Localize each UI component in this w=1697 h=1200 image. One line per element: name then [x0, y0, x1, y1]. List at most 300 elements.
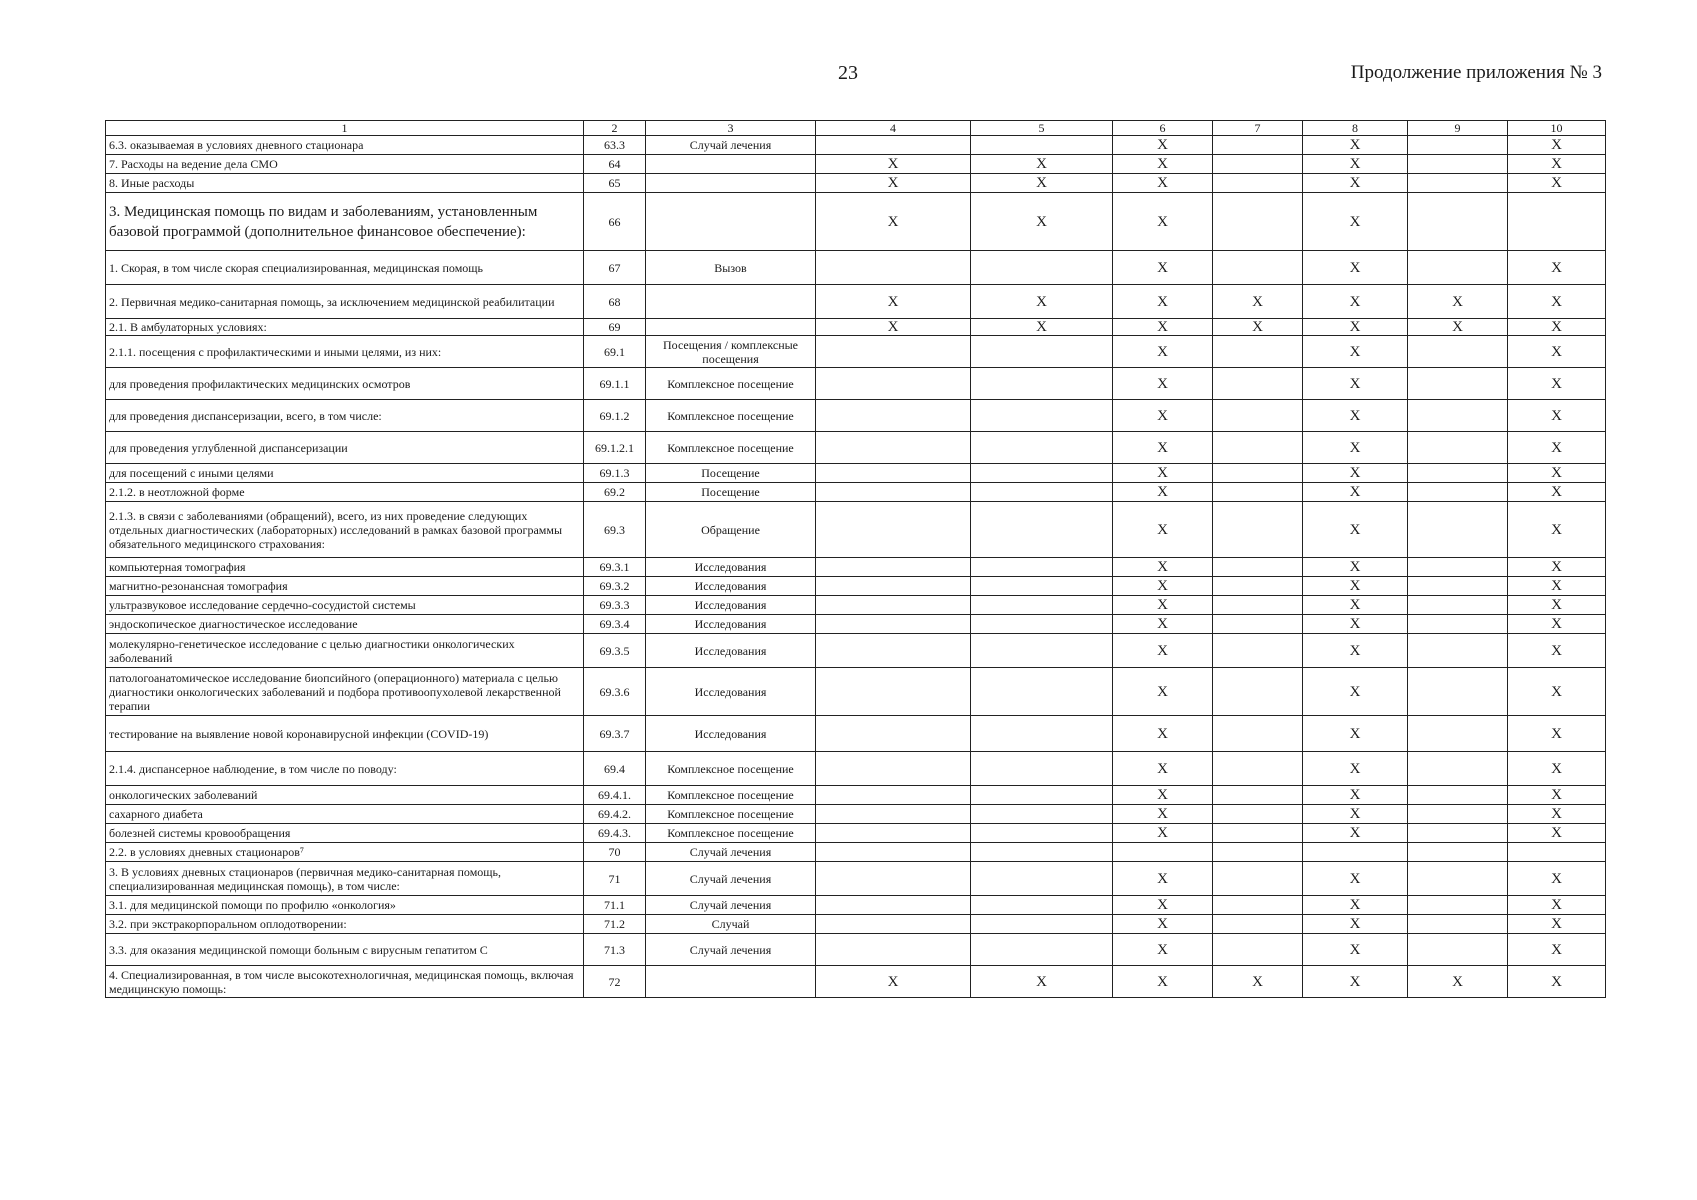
col9-cell: X [1408, 285, 1508, 319]
row-unit-cell: Случай лечения [646, 934, 816, 966]
col6-cell: X [1113, 862, 1213, 896]
col7-cell [1213, 558, 1303, 577]
row-name-cell: 7. Расходы на ведение дела СМО [106, 155, 584, 174]
col5-cell [971, 577, 1113, 596]
col8-cell: X [1303, 934, 1408, 966]
col7-cell [1213, 483, 1303, 502]
col8-cell: X [1303, 464, 1408, 483]
col7-cell [1213, 668, 1303, 716]
col5-cell [971, 251, 1113, 285]
table-row [106, 896, 1606, 915]
col8-cell: X [1303, 400, 1408, 432]
col4-cell: X [816, 193, 971, 251]
row-code-cell: 69.4 [584, 752, 646, 786]
col10-cell: X [1508, 336, 1606, 368]
row-unit-cell [646, 193, 816, 251]
col8-cell: X [1303, 174, 1408, 193]
col8-cell: X [1303, 502, 1408, 558]
col10-cell: X [1508, 615, 1606, 634]
row-name-cell: онкологических заболеваний [106, 786, 584, 805]
row-unit-cell: Случай [646, 915, 816, 934]
row-unit-cell: Исследования [646, 668, 816, 716]
col4-cell [816, 251, 971, 285]
row-unit-cell: Комплексное посещение [646, 752, 816, 786]
row-code-cell: 69.3.5 [584, 634, 646, 668]
col10-cell: X [1508, 577, 1606, 596]
col6-cell: X [1113, 400, 1213, 432]
col6-cell: X [1113, 558, 1213, 577]
col10-cell: X [1508, 752, 1606, 786]
col6-cell: X [1113, 896, 1213, 915]
col7-cell [1213, 368, 1303, 400]
row-code-cell: 69.1 [584, 336, 646, 368]
col8-cell: X [1303, 193, 1408, 251]
col8-cell: X [1303, 596, 1408, 615]
col6-cell: X [1113, 577, 1213, 596]
col10-cell [1508, 843, 1606, 862]
row-name-cell: ультразвуковое исследование сердечно-сосудистой системы [106, 596, 584, 615]
row-name-cell: эндоскопическое диагностическое исследование [106, 615, 584, 634]
row-name-cell: 2.1.4. диспансерное наблюдение, в том числе по поводу: [106, 752, 584, 786]
col7-cell [1213, 577, 1303, 596]
row-name-cell: 1. Скорая, в том числе скорая специализированная, медицинская помощь [106, 251, 584, 285]
col8-cell: X [1303, 615, 1408, 634]
row-code-cell: 66 [584, 193, 646, 251]
col8-cell: X [1303, 319, 1408, 336]
col8-cell: X [1303, 896, 1408, 915]
col4-cell [816, 483, 971, 502]
col10-cell: X [1508, 155, 1606, 174]
row-name-cell: тестирование на выявление новой коронавирусной инфекции (COVID-19) [106, 716, 584, 752]
row-code-cell: 69.1.2.1 [584, 432, 646, 464]
col10-cell: X [1508, 502, 1606, 558]
col4-cell: X [816, 174, 971, 193]
col7-cell [1213, 502, 1303, 558]
col8-cell: X [1303, 251, 1408, 285]
col5-cell [971, 862, 1113, 896]
col4-cell [816, 368, 971, 400]
col7-cell [1213, 934, 1303, 966]
row-unit-cell: Исследования [646, 558, 816, 577]
col5-cell [971, 368, 1113, 400]
col9-cell [1408, 824, 1508, 843]
col8-cell: X [1303, 577, 1408, 596]
col6-cell: X [1113, 368, 1213, 400]
col9-cell [1408, 843, 1508, 862]
col9-cell [1408, 432, 1508, 464]
col6-cell: X [1113, 786, 1213, 805]
col5-cell [971, 336, 1113, 368]
col6-cell: X [1113, 716, 1213, 752]
row-code-cell: 64 [584, 155, 646, 174]
col7-cell: X [1213, 319, 1303, 336]
col9-cell [1408, 400, 1508, 432]
row-name-cell: 2. Первичная медико-санитарная помощь, за исключением медицинской реабилитации [106, 285, 584, 319]
col5-cell [971, 634, 1113, 668]
col8-cell: X [1303, 136, 1408, 155]
col9-cell: X [1408, 319, 1508, 336]
col6-cell: X [1113, 285, 1213, 319]
row-name-cell: для проведения диспансеризации, всего, в том числе: [106, 400, 584, 432]
col4-cell [816, 336, 971, 368]
col10-cell: X [1508, 786, 1606, 805]
col7-cell: X [1213, 966, 1303, 998]
col9-cell [1408, 915, 1508, 934]
col4-cell: X [816, 966, 971, 998]
col9-cell: X [1408, 966, 1508, 998]
col6-cell: X [1113, 174, 1213, 193]
row-name-cell: патологоанатомическое исследование биопсийного (операционного) материала с целью диагностики онкологических заболеваний и подбора противоопухолевой лекарственной терапии [106, 668, 584, 716]
row-name-cell: 2.1.1. посещения с профилактическими и иными целями, из них: [106, 336, 584, 368]
table-row [106, 136, 1606, 155]
table-row [106, 432, 1606, 464]
col6-cell: X [1113, 934, 1213, 966]
col10-cell: X [1508, 483, 1606, 502]
row-code-cell: 69.2 [584, 483, 646, 502]
row-name-cell: 3. Медицинская помощь по видам и заболеваниям, установленным базовой программой (дополнительное финансовое обеспечение): [106, 193, 584, 251]
col4-cell [816, 502, 971, 558]
col5-cell [971, 464, 1113, 483]
col6-cell: X [1113, 634, 1213, 668]
row-code-cell: 69.3.1 [584, 558, 646, 577]
col9-cell [1408, 155, 1508, 174]
column-header: 8 [1303, 121, 1408, 136]
col9-cell [1408, 596, 1508, 615]
row-code-cell: 69.3 [584, 502, 646, 558]
table-row [106, 805, 1606, 824]
col4-cell: X [816, 319, 971, 336]
row-code-cell: 70 [584, 843, 646, 862]
row-code-cell: 63.3 [584, 136, 646, 155]
table-row [106, 862, 1606, 896]
col10-cell: X [1508, 668, 1606, 716]
row-code-cell: 69.4.3. [584, 824, 646, 843]
col9-cell [1408, 136, 1508, 155]
col4-cell [816, 400, 971, 432]
row-name-cell: для посещений с иными целями [106, 464, 584, 483]
col5-cell: X [971, 319, 1113, 336]
table-row [106, 843, 1606, 862]
table-body [106, 121, 1606, 998]
row-unit-cell: Посещения / комплексные посещения [646, 336, 816, 368]
col10-cell: X [1508, 251, 1606, 285]
col5-cell: X [971, 285, 1113, 319]
col6-cell: X [1113, 251, 1213, 285]
row-code-cell: 69.4.2. [584, 805, 646, 824]
col10-cell: X [1508, 319, 1606, 336]
col5-cell [971, 843, 1113, 862]
row-name-cell: 6.3. оказываемая в условиях дневного стационара [106, 136, 584, 155]
col7-cell [1213, 400, 1303, 432]
column-header: 3 [646, 121, 816, 136]
col10-cell: X [1508, 432, 1606, 464]
table-row [106, 502, 1606, 558]
row-unit-cell: Комплексное посещение [646, 368, 816, 400]
col9-cell [1408, 716, 1508, 752]
col10-cell: X [1508, 400, 1606, 432]
col8-cell: X [1303, 558, 1408, 577]
table-row [106, 915, 1606, 934]
col7-cell [1213, 716, 1303, 752]
col7-cell [1213, 155, 1303, 174]
col8-cell: X [1303, 752, 1408, 786]
table-row [106, 752, 1606, 786]
col9-cell [1408, 174, 1508, 193]
row-unit-cell: Посещение [646, 464, 816, 483]
row-code-cell: 69.3.7 [584, 716, 646, 752]
row-name-cell: болезней системы кровообращения [106, 824, 584, 843]
table-row [106, 464, 1606, 483]
row-name-cell: для проведения профилактических медицинских осмотров [106, 368, 584, 400]
data-table [105, 120, 1606, 998]
col9-cell [1408, 805, 1508, 824]
row-name-cell: 2.1. В амбулаторных условиях: [106, 319, 584, 336]
table-row [106, 716, 1606, 752]
col5-cell [971, 786, 1113, 805]
col4-cell [816, 786, 971, 805]
col5-cell [971, 502, 1113, 558]
row-unit-cell: Исследования [646, 577, 816, 596]
col7-cell [1213, 193, 1303, 251]
col9-cell [1408, 368, 1508, 400]
col5-cell [971, 716, 1113, 752]
col5-cell [971, 596, 1113, 615]
col5-cell [971, 934, 1113, 966]
row-name-cell: 8. Иные расходы [106, 174, 584, 193]
table-row [106, 966, 1606, 998]
col9-cell [1408, 577, 1508, 596]
row-name-cell: для проведения углубленной диспансеризации [106, 432, 584, 464]
col10-cell: X [1508, 174, 1606, 193]
table-row [106, 668, 1606, 716]
col5-cell [971, 896, 1113, 915]
col7-cell [1213, 174, 1303, 193]
row-code-cell: 71.1 [584, 896, 646, 915]
col6-cell: X [1113, 596, 1213, 615]
column-header: 4 [816, 121, 971, 136]
col8-cell: X [1303, 862, 1408, 896]
col7-cell: X [1213, 285, 1303, 319]
row-code-cell: 69.1.3 [584, 464, 646, 483]
col7-cell [1213, 862, 1303, 896]
table-row [106, 174, 1606, 193]
row-code-cell: 72 [584, 966, 646, 998]
col10-cell: X [1508, 862, 1606, 896]
col7-cell [1213, 915, 1303, 934]
col10-cell: X [1508, 596, 1606, 615]
col9-cell [1408, 483, 1508, 502]
table-row [106, 934, 1606, 966]
col4-cell [816, 915, 971, 934]
col6-cell: X [1113, 193, 1213, 251]
col9-cell [1408, 615, 1508, 634]
col8-cell: X [1303, 155, 1408, 174]
column-header: 7 [1213, 121, 1303, 136]
row-unit-cell [646, 285, 816, 319]
row-name-cell: 3.1. для медицинской помощи по профилю «онкология» [106, 896, 584, 915]
col4-cell [816, 896, 971, 915]
col9-cell [1408, 786, 1508, 805]
col8-cell: X [1303, 368, 1408, 400]
row-name-cell: 3. В условиях дневных стационаров (первичная медико-санитарная помощь, специализированная медицинская помощь), в том числе: [106, 862, 584, 896]
col6-cell: X [1113, 336, 1213, 368]
row-unit-cell: Комплексное посещение [646, 805, 816, 824]
col7-cell [1213, 464, 1303, 483]
col10-cell: X [1508, 136, 1606, 155]
col8-cell: X [1303, 805, 1408, 824]
row-unit-cell: Исследования [646, 596, 816, 615]
col6-cell: X [1113, 136, 1213, 155]
col10-cell: X [1508, 285, 1606, 319]
row-unit-cell: Случай лечения [646, 862, 816, 896]
col10-cell [1508, 193, 1606, 251]
table-row [106, 251, 1606, 285]
table-row [106, 824, 1606, 843]
col6-cell: X [1113, 805, 1213, 824]
col10-cell: X [1508, 915, 1606, 934]
table-row [106, 615, 1606, 634]
table-row [106, 577, 1606, 596]
col5-cell: X [971, 174, 1113, 193]
col4-cell [816, 615, 971, 634]
row-code-cell: 71.3 [584, 934, 646, 966]
col8-cell: X [1303, 336, 1408, 368]
row-unit-cell [646, 319, 816, 336]
column-header: 10 [1508, 121, 1606, 136]
col4-cell [816, 432, 971, 464]
row-code-cell: 68 [584, 285, 646, 319]
col7-cell [1213, 634, 1303, 668]
row-unit-cell: Исследования [646, 716, 816, 752]
col8-cell: X [1303, 966, 1408, 998]
page-number: 23 [838, 62, 858, 84]
col6-cell: X [1113, 966, 1213, 998]
col9-cell [1408, 464, 1508, 483]
col10-cell: X [1508, 824, 1606, 843]
table-header-row [106, 121, 1606, 136]
col4-cell [816, 862, 971, 896]
col10-cell: X [1508, 368, 1606, 400]
col4-cell [816, 634, 971, 668]
col10-cell: X [1508, 934, 1606, 966]
col9-cell [1408, 862, 1508, 896]
row-name-cell: магнитно-резонансная томография [106, 577, 584, 596]
col7-cell [1213, 615, 1303, 634]
col8-cell: X [1303, 634, 1408, 668]
row-code-cell: 69.3.4 [584, 615, 646, 634]
table-row [106, 558, 1606, 577]
col7-cell [1213, 336, 1303, 368]
col6-cell: X [1113, 752, 1213, 786]
table-row [106, 400, 1606, 432]
col5-cell [971, 400, 1113, 432]
table-row [106, 336, 1606, 368]
row-unit-cell: Случай лечения [646, 843, 816, 862]
col10-cell: X [1508, 966, 1606, 998]
col8-cell: X [1303, 432, 1408, 464]
col6-cell: X [1113, 432, 1213, 464]
table-row [106, 368, 1606, 400]
col6-cell: X [1113, 915, 1213, 934]
col6-cell: X [1113, 615, 1213, 634]
row-name-cell: 2.1.2. в неотложной форме [106, 483, 584, 502]
col4-cell [816, 668, 971, 716]
column-header: 6 [1113, 121, 1213, 136]
row-unit-cell: Посещение [646, 483, 816, 502]
col4-cell [816, 577, 971, 596]
col8-cell: X [1303, 285, 1408, 319]
col6-cell: X [1113, 464, 1213, 483]
col10-cell: X [1508, 896, 1606, 915]
col5-cell [971, 824, 1113, 843]
col7-cell [1213, 432, 1303, 464]
col7-cell [1213, 824, 1303, 843]
col9-cell [1408, 193, 1508, 251]
col4-cell [816, 464, 971, 483]
table-row [106, 155, 1606, 174]
row-unit-cell [646, 966, 816, 998]
col7-cell [1213, 805, 1303, 824]
col9-cell [1408, 668, 1508, 716]
row-name-cell: компьютерная томография [106, 558, 584, 577]
table-row [106, 285, 1606, 319]
col7-cell [1213, 896, 1303, 915]
row-name-cell: молекулярно-генетическое исследование с целью диагностики онкологических заболеваний [106, 634, 584, 668]
row-code-cell: 71.2 [584, 915, 646, 934]
col5-cell: X [971, 966, 1113, 998]
table-row [106, 319, 1606, 336]
row-code-cell: 69.3.6 [584, 668, 646, 716]
column-header: 5 [971, 121, 1113, 136]
row-code-cell: 71 [584, 862, 646, 896]
row-unit-cell: Комплексное посещение [646, 824, 816, 843]
row-name-cell: 3.2. при экстракорпоральном оплодотворении: [106, 915, 584, 934]
col6-cell: X [1113, 502, 1213, 558]
col9-cell [1408, 752, 1508, 786]
col8-cell: X [1303, 716, 1408, 752]
col4-cell: X [816, 155, 971, 174]
col6-cell: X [1113, 155, 1213, 174]
row-unit-cell: Исследования [646, 615, 816, 634]
col7-cell [1213, 752, 1303, 786]
col7-cell [1213, 786, 1303, 805]
col5-cell [971, 915, 1113, 934]
row-name-cell: сахарного диабета [106, 805, 584, 824]
table-row [106, 634, 1606, 668]
col4-cell [816, 752, 971, 786]
row-name-cell: 2.2. в условиях дневных стационаров⁷ [106, 843, 584, 862]
col5-cell [971, 668, 1113, 716]
row-code-cell: 69.3.3 [584, 596, 646, 615]
row-unit-cell: Комплексное посещение [646, 432, 816, 464]
col6-cell: X [1113, 319, 1213, 336]
row-unit-cell: Исследования [646, 634, 816, 668]
row-code-cell: 69 [584, 319, 646, 336]
col4-cell [816, 136, 971, 155]
row-code-cell: 65 [584, 174, 646, 193]
col9-cell [1408, 502, 1508, 558]
col10-cell: X [1508, 558, 1606, 577]
col5-cell [971, 483, 1113, 502]
row-name-cell: 2.1.3. в связи с заболеваниями (обращений), всего, из них проведение следующих отдельных диагностических (лабораторных) исследований в рамках базовой программы обязательного медицинского страхования: [106, 502, 584, 558]
col6-cell: X [1113, 483, 1213, 502]
col9-cell [1408, 896, 1508, 915]
appendix-title: Продолжение приложения № 3 [1350, 62, 1602, 83]
row-unit-cell: Случай лечения [646, 896, 816, 915]
col4-cell [816, 934, 971, 966]
col5-cell: X [971, 193, 1113, 251]
col7-cell [1213, 136, 1303, 155]
